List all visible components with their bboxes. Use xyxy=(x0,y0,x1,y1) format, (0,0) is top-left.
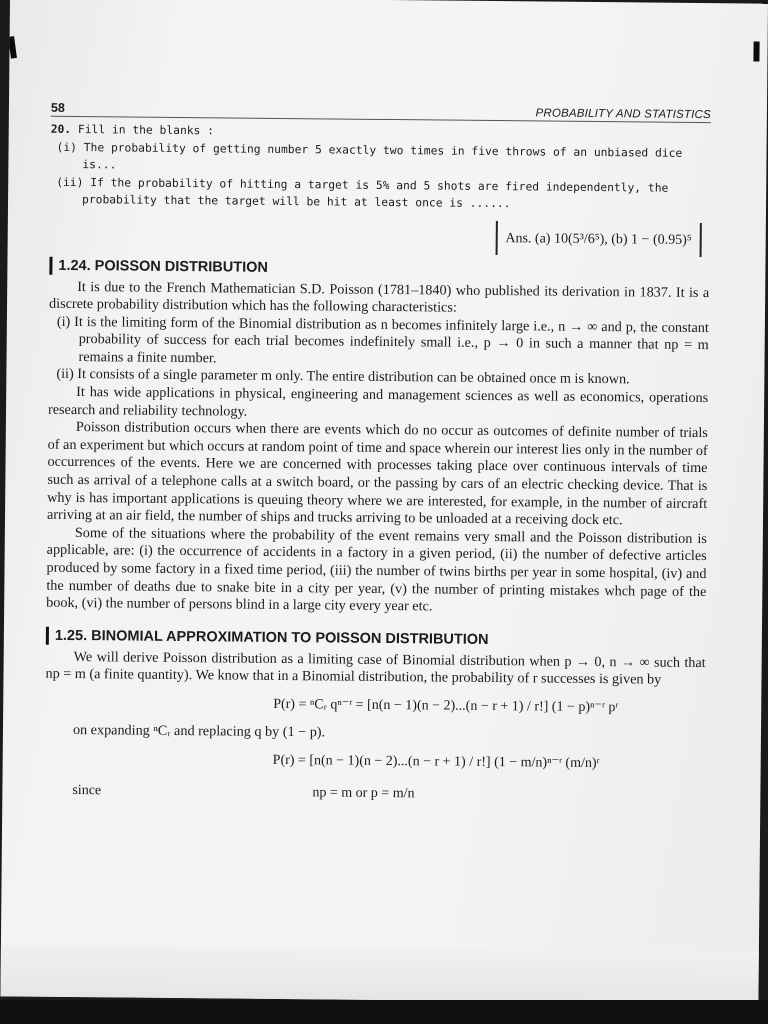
exercise-prompt: Fill in the blanks : xyxy=(77,123,215,138)
background-shadow xyxy=(0,1000,768,1024)
equation: np = m or p = m/n xyxy=(312,784,415,801)
binding-mark xyxy=(8,36,17,59)
exercise-item: (i) The probability of getting number 5 exactly two times in five throws of an unbiased dice is... xyxy=(56,140,683,172)
paragraph: on expanding ⁿCᵣ and replacing q by (1 − p). xyxy=(72,721,326,741)
equation: P(r) = [n(n − 1)(n − 2)...(n − r + 1) / r!] (1 − m/n)ⁿ⁻ʳ (m/n)ʳ xyxy=(272,752,600,771)
exercise-answer xyxy=(50,216,702,256)
paragraph: It is due to the French Mathematician S.D. Poisson (1781–1840) who published its derivation in 1837. It is a discrete probability distribution which has the following characteristics: xyxy=(48,278,710,316)
equation: P(r) = ⁿCᵣ qⁿ⁻ʳ = [n(n − 1)(n − 2)...(n − r + 1) / r!] (1 − p)ⁿ⁻ʳ pʳ xyxy=(273,696,619,716)
running-header xyxy=(51,101,711,123)
section-heading-1-24: 1.24. POISSON DISTRIBUTION xyxy=(49,256,709,280)
paragraph: Some of the situations where the probability of the event remains very small and the Poisson distribution is applicable, are: (i) the occurrence of accidents in a factory in a given period, (ii) the number of defective articles produced by some factory in a fixed time period, (iii) the number of twins births per year in some hospital, (iv) and the number of deaths due to snake bite in a city per year, (v) the number of printing mistakes whch page of the book, (vi) the number of persons blind in a large city every year etc. xyxy=(46,524,707,615)
page-number: 58 xyxy=(50,100,65,115)
exercise-item: (ii) If the probability of hitting a target is 5% and 5 shots are fired independently, the probability that the target will be hit at least once is ...... xyxy=(56,175,669,211)
exercise-20 xyxy=(50,121,711,215)
paragraph: We will derive Poisson distribution as a limiting case of Binomial distribution when p → 0, n → ∞ such that np = m (a finite quantity). We know that in a Binomial distribution, the probability of r successes is given by xyxy=(45,648,706,689)
paragraph: It has wide applications in physical, engineering and management sciences as well as economics, operations research and reliability technology. xyxy=(47,384,709,420)
page-content xyxy=(44,101,711,816)
exercise-number: 20. xyxy=(50,122,72,136)
since-label: since xyxy=(72,782,102,798)
running-title: PROBABILITY AND STATISTICS xyxy=(535,107,711,122)
binding-mark xyxy=(753,42,759,62)
characteristic-item: (i) It is the limiting form of the Binomial distribution as n becomes infinitely large i.e., n → ∞ and p, the constant probability of success for each trial becomes indefinitely small i.e., p → 0 in such a manner that np = m remains a finite number. xyxy=(56,313,709,367)
answer-text: Ans. (a) 10(5³/6⁵), (b) 1 − (0.95)⁵ xyxy=(495,221,702,257)
paragraph: Poisson distribution occurs when there are events which do no occur as outcomes of definite number of trials of an experiment but which occurs at random point of time and space wherein our interest lies only in the number of occurrences of the events. Here we are concerned with processes taking place over continuous intervals of time such as arrival of a telephone calls at a switch board, or the passing by cars of an electric checking device. That is why is has important applications is queuing theory where we are interested, for example, in the number of aircraft arriving at an air field, the number of ships and trucks arriving to be unloaded at a receiving dock etc. xyxy=(46,419,708,529)
section-heading-1-25: 1.25. BINOMIAL APPROXIMATION TO POISSON DISTRIBUTION xyxy=(46,627,706,651)
characteristic-item: (ii) It consists of a single parameter m only. The entire distribution can be obtained once m is known. xyxy=(56,366,630,388)
page-bottom-margin xyxy=(0,944,758,1003)
equation-row xyxy=(44,777,704,809)
